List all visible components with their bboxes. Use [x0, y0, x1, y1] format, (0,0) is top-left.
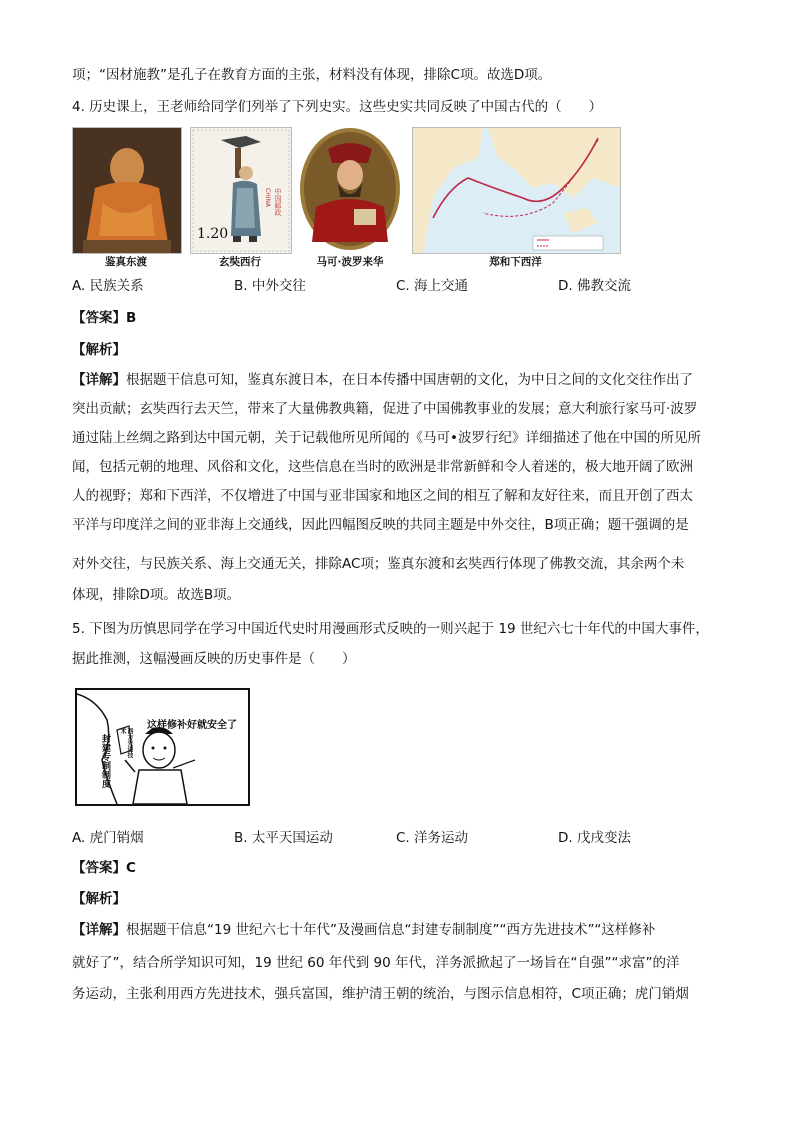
- q4-detail-line-6: 平洋与印度洋之间的亚非海上交通线，因此四幅图反映的共同主题是中外交往，B项正确；题干强调的是: [72, 517, 689, 533]
- q5-option-c[interactable]: C. 洋务运动: [396, 830, 469, 846]
- xuanzang-stamp-image: [190, 127, 292, 254]
- q4-option-b[interactable]: B. 中外交往: [234, 278, 306, 294]
- q4-detail-tag: 【详解】: [72, 372, 126, 388]
- q4-detail-line-2: 突出贡献；玄奘西行去天竺，带来了大量佛教典籍，促进了中国佛教事业的发展；意大利旅行家马可·波罗: [72, 401, 698, 417]
- figure-caption-jianzhen: 鉴真东渡: [105, 256, 147, 268]
- q5-cartoon: [75, 688, 250, 806]
- q5-detail-line-2: 就好了”，结合所学知识可知，19 世纪 60 年代到 90 年代，洋务派掀起了一场旨在“自强”“求富”的洋: [72, 955, 680, 971]
- q5-stem-line-1: 5. 下图为历慎思同学在学习中国近代史时用漫画形式反映的一则兴起于 19 世纪六七十年代的中国大事件，: [72, 621, 709, 637]
- q4-option-c[interactable]: C. 海上交通: [396, 278, 469, 294]
- q5-option-a[interactable]: A. 虎门销烟: [72, 830, 144, 846]
- q5-option-b[interactable]: B. 太平天国运动: [234, 830, 333, 846]
- q5-option-d[interactable]: D. 戊戌变法: [558, 830, 631, 846]
- q5-detail-tag: 【详解】: [72, 922, 126, 938]
- q4-stem: 4. 历史课上，王老师给同学们列举了下列史实。这些史实共同反映了中国古代的（ ）: [72, 99, 603, 115]
- q4-detail-line-3: 通过陆上丝绸之路到达中国元朝，关于记载他所见所闻的《马可•波罗行纪》详细描述了他在中国的所见所: [72, 430, 701, 446]
- q5-detail-line-1: 【详解】根据题干信息“19 世纪六七十年代”及漫画信息“封建专制制度”“西方先进技术”“这样修补: [72, 922, 656, 938]
- jianzhen-image: [72, 127, 182, 254]
- q4-detail-line-5: 人的视野；郑和下西洋，不仅增进了中国与亚非国家和地区之间的相互了解和友好往来，而且开创了西太: [72, 488, 693, 504]
- q5-answer: 【答案】C: [72, 860, 136, 876]
- q4-option-d[interactable]: D. 佛教交流: [558, 278, 631, 294]
- q4-detail-line-4: 闻，包括元朝的地理、风俗和文化，这些信息在当时的欧洲是非常新鲜和令人着迷的，极大地开阔了欧洲: [72, 459, 693, 475]
- q5-stem-line-2: 据此推测，这幅漫画反映的历史事件是（ ）: [72, 651, 356, 667]
- cartoon-patch-text: 西方先进技术: [119, 728, 133, 758]
- q3-tail-text: 项；“因材施教”是孔子在教育方面的主张，材料没有体现，排除C项。故选D项。: [72, 67, 552, 83]
- q4-answer: 【答案】B: [72, 310, 137, 326]
- zhenghe-voyage-map: [412, 127, 621, 254]
- q5-analysis-label: 【解析】: [72, 891, 126, 907]
- q4-analysis-label: 【解析】: [72, 342, 126, 358]
- q4-option-a[interactable]: A. 民族关系: [72, 278, 144, 294]
- figure-caption-marco-polo: 马可·波罗来华: [316, 256, 384, 268]
- stamp-mark: CHINA: [264, 188, 271, 208]
- q4-detail-line-7: 对外交往，与民族关系、海上交通无关，排除AC项；鉴真东渡和玄奘西行体现了佛教交流，其余两个未: [72, 556, 685, 572]
- figure-caption-zhenghe: 郑和下西洋: [489, 256, 542, 268]
- cartoon-left-text: 封建专制制度: [100, 734, 110, 788]
- cartoon-speech: 这样修补好就安全了: [147, 720, 237, 731]
- stamp-country: 中国邮政: [274, 188, 282, 216]
- marco-polo-image: [298, 127, 402, 252]
- q4-detail-line-8: 体现，排除D项。故选B项。: [72, 587, 241, 603]
- q5-detail-line-3: 务运动，主张利用西方先进技术，强兵富国，维护清王朝的统治，与图示信息相符，C项正确；虎门销烟: [72, 986, 689, 1002]
- q4-detail-line-1: 【详解】根据题干信息可知，鉴真东渡日本，在日本传播中国唐朝的文化，为中日之间的文化交往作出了: [72, 372, 693, 388]
- figure-caption-xuanzang: 玄奘西行: [219, 256, 261, 268]
- stamp-value: 1.20: [197, 226, 229, 242]
